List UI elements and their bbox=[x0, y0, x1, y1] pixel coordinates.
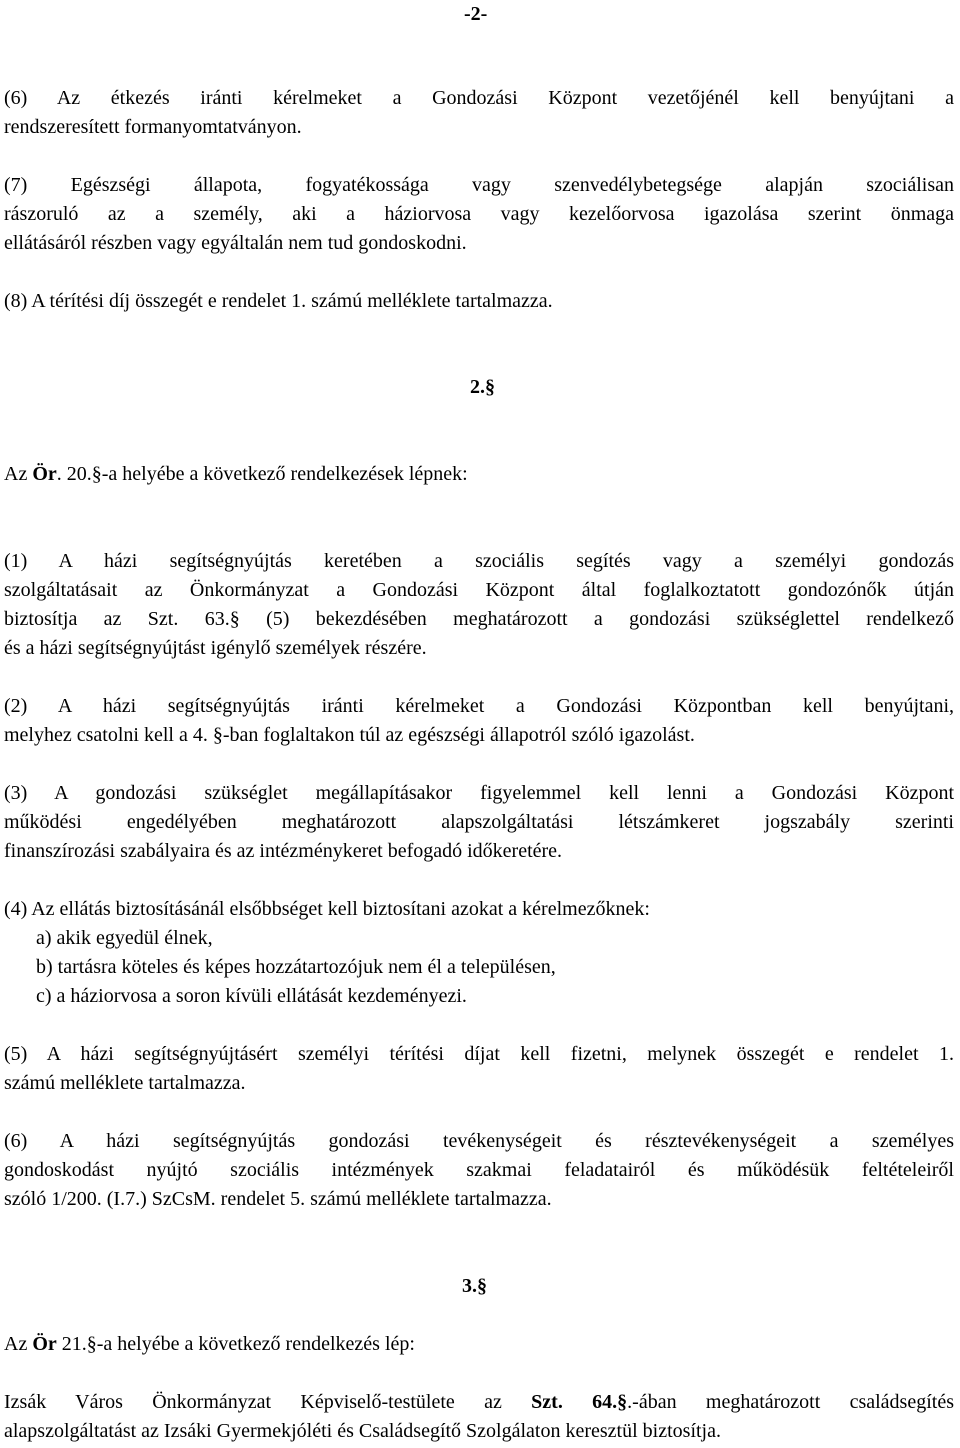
text-line: szolgáltatásait az Önkormányzat a Gondozási Központ által foglalkoztatott gondozónők útján bbox=[4, 579, 954, 601]
paragraph-6-activities bbox=[4, 1127, 954, 1214]
text-line: ellátásáról részben vagy egyáltalán nem tud gondoskodni. bbox=[4, 232, 467, 254]
paragraph-3-assessment bbox=[4, 779, 954, 866]
text-line: finanszírozási szabályaira és az intézménykeret befogadó időkeretére. bbox=[4, 840, 563, 862]
text-line: (8) A térítési díj összegét e rendelet 1. számú melléklete tartalmazza. bbox=[4, 290, 553, 312]
text-line: (6) A házi segítségnyújtás gondozási tevékenységeit és résztevékenységeit a személyes bbox=[4, 1130, 954, 1152]
intro-suffix: 21.§-a helyébe a következő rendelkezés lép: bbox=[56, 1333, 415, 1355]
section-2-intro bbox=[4, 460, 954, 489]
paragraph-1-home-help bbox=[4, 547, 954, 663]
text-line: (6) Az étkezés iránti kérelmeket a Gondozási Központ vezetőjénél kell benyújtani a bbox=[4, 87, 954, 109]
text-line bbox=[4, 1388, 954, 1417]
list-item: c) a háziorvosa a soron kívüli ellátását kezdeményezi. bbox=[36, 985, 467, 1007]
text-line: (5) A házi segítségnyújtásért személyi térítési díjat kell fizetni, melynek összegét e rendelet 1. bbox=[4, 1043, 954, 1065]
intro-prefix: Az bbox=[4, 1333, 33, 1355]
paragraph-4-priority bbox=[4, 895, 954, 1011]
text-line: (7) Egészségi állapota, fogyatékossága vagy szenvedélybetegsége alapján szociálisan bbox=[4, 174, 954, 196]
intro-prefix: Az bbox=[4, 463, 33, 485]
text-line: (2) A házi segítségnyújtás iránti kérelmeket a Gondozási Központban kell benyújtani, bbox=[4, 695, 954, 717]
text-line: számú melléklete tartalmazza. bbox=[4, 1072, 246, 1094]
text-line: (3) A gondozási szükséglet megállapításakor figyelemmel kell lenni a Gondozási Központ bbox=[4, 782, 954, 804]
text-line: működési engedélyében meghatározott alapszolgáltatási létszámkeret jogszabály szerinti bbox=[4, 811, 954, 833]
text-run: .-ában meghatározott családsegítés bbox=[627, 1391, 954, 1413]
text-line: (4) Az ellátás biztosításánál elsőbbséget kell biztosítani azokat a kérelmezőknek: bbox=[4, 898, 650, 920]
text-line: biztosítja az Szt. 63.§ (5) bekezdésében meghatározott a gondozási szükséglettel rendelkező bbox=[4, 608, 954, 630]
statute-reference: Szt. 64.§ bbox=[531, 1391, 628, 1413]
page-number: -2- bbox=[464, 3, 488, 25]
text-line: (1) A házi segítségnyújtás keretében a szociális segítés vagy a személyi gondozás bbox=[4, 550, 954, 572]
paragraph-2-application bbox=[4, 692, 954, 750]
section-3-body bbox=[4, 1388, 954, 1446]
section-3-heading: 3.§ bbox=[462, 1275, 487, 1297]
text-line: rendszeresített formanyomtatványon. bbox=[4, 116, 302, 138]
paragraph-7-eligibility bbox=[4, 171, 954, 258]
section-2-heading: 2.§ bbox=[470, 376, 495, 398]
text-run: Izsák Város Önkormányzat Képviselő-testülete az bbox=[4, 1391, 532, 1413]
list-item: a) akik egyedül élnek, bbox=[36, 927, 213, 949]
list-item: b) tartásra köteles és képes hozzátartozójuk nem él a településen, bbox=[36, 956, 556, 978]
paragraph-8-fee bbox=[4, 287, 954, 316]
ordinance-abbrev: Ör bbox=[32, 1333, 57, 1355]
ordinance-abbrev: Ör bbox=[32, 463, 57, 485]
text-line: rászoruló az a személy, aki a háziorvosa vagy kezelőorvosa igazolása szerint önmaga bbox=[4, 203, 954, 225]
text-line: és a házi segítségnyújtást igénylő személyek részére. bbox=[4, 637, 427, 659]
text-line: alapszolgáltatást az Izsáki Gyermekjóléti és Családsegítő Szolgálaton keresztül biztosítja. bbox=[4, 1420, 721, 1442]
text-line: gondoskodást nyújtó szociális intézmények szakmai feladatairól és működésük feltételeiről bbox=[4, 1159, 954, 1181]
paragraph-6-meal bbox=[4, 84, 954, 142]
section-3-intro bbox=[4, 1330, 954, 1359]
text-line: melyhez csatolni kell a 4. §-ban foglaltakon túl az egészségi állapotról szóló igazolást. bbox=[4, 724, 695, 746]
intro-suffix: . 20.§-a helyébe a következő rendelkezések lépnek: bbox=[56, 463, 468, 485]
text-line: szóló 1/200. (I.7.) SzCsM. rendelet 5. számú melléklete tartalmazza. bbox=[4, 1188, 552, 1210]
paragraph-5-fee bbox=[4, 1040, 954, 1098]
